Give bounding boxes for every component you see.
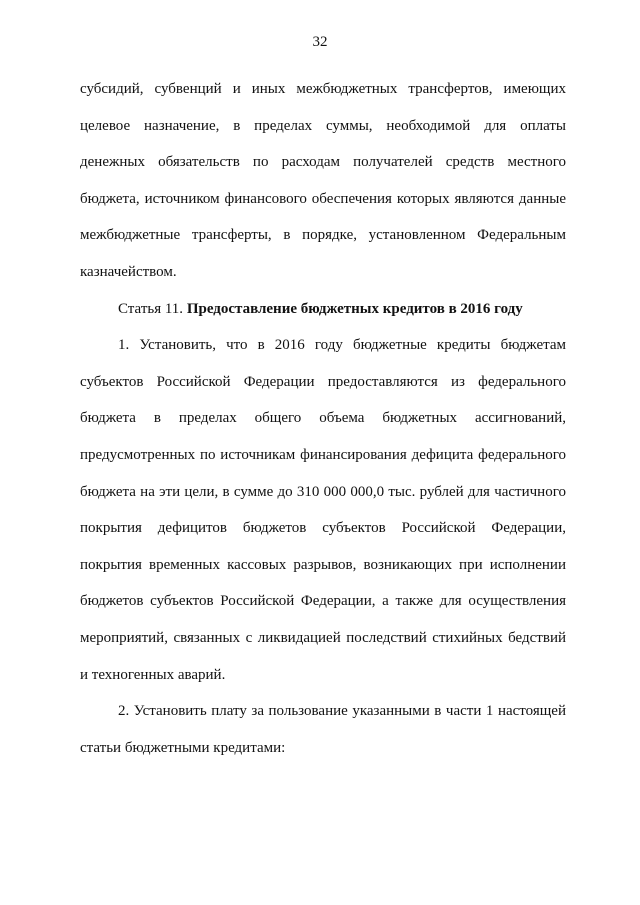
text-line: бюджета в пределах общего объема бюджетных ассигнований,	[80, 410, 566, 427]
page-number: 32	[312, 34, 328, 50]
text-line: бюджета, источником финансового обеспечения которых являются данные	[80, 190, 566, 207]
text-line: покрытия дефицитов бюджетов субъектов Российской Федерации,	[80, 520, 566, 537]
text-line: 1. Установить, что в 2016 году бюджетные кредиты бюджетам	[118, 337, 566, 354]
text-line: покрытия временных кассовых разрывов, возникающих при исполнении	[80, 556, 566, 573]
text-line: казначейством.	[80, 263, 177, 280]
text-line: целевое назначение, в пределах суммы, необходимой для оплаты	[80, 117, 566, 134]
text-line: субсидий, субвенций и иных межбюджетных трансфертов, имеющих	[80, 81, 566, 97]
text-line: бюджета на эти цели, в сумме до 310 000 000,0 тыс. рублей для частичного	[80, 483, 566, 500]
text-line: денежных обязательств по расходам получателей средств местного	[80, 154, 566, 171]
paragraph-continuation	[80, 71, 566, 291]
text-line: статьи бюджетными кредитами:	[80, 739, 286, 756]
paragraph-item-1	[80, 327, 566, 693]
document-body	[80, 71, 566, 766]
text-line: межбюджетные трансферты, в порядке, установленном Федеральным	[80, 227, 566, 244]
article-title: Предоставление бюджетных кредитов в 2016 году	[186, 300, 523, 317]
text-line: и техногенных аварий.	[80, 666, 226, 683]
article-prefix: Статья 11.	[118, 300, 187, 317]
text-line: бюджетов субъектов Российской Федерации, а также для осуществления	[80, 593, 566, 610]
text-line: 2. Установить плату за пользование указанными в части 1 настоящей	[118, 703, 566, 720]
text-line: субъектов Российской Федерации предоставляются из федерального	[80, 373, 566, 390]
text-line: предусмотренных по источникам финансирования дефицита федерального	[80, 446, 566, 463]
paragraph-item-2	[80, 693, 566, 766]
article-heading	[80, 291, 566, 328]
text-line: мероприятий, связанных с ликвидацией последствий стихийных бедствий	[80, 629, 566, 646]
